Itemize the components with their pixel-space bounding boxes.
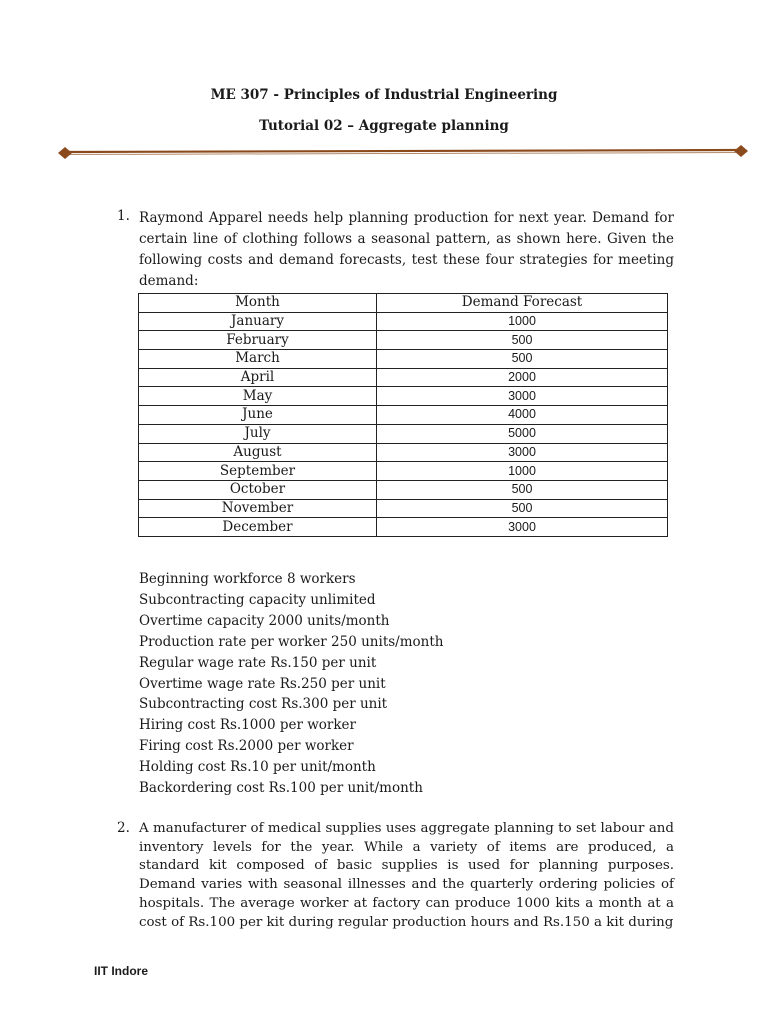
month-cell: July — [139, 424, 377, 443]
list-item: Hiring cost Rs.1000 per worker — [139, 717, 356, 734]
month-cell: April — [139, 368, 377, 387]
demand-cell: 3000 — [377, 518, 668, 537]
demand-cell: 5000 — [377, 424, 668, 443]
demand-cell: 500 — [377, 499, 668, 518]
column-header-demand: Demand Forecast — [377, 294, 668, 313]
list-item: Holding cost Rs.10 per unit/month — [139, 759, 376, 776]
demand-cell: 500 — [377, 480, 668, 499]
table-row — [139, 480, 668, 499]
table-row — [139, 462, 668, 481]
list-item: Beginning workforce 8 workers — [139, 571, 356, 587]
demand-cell: 3000 — [377, 443, 668, 462]
list-item: Production rate per worker 250 units/month — [139, 633, 444, 650]
list-item: Overtime capacity 2000 units/month — [139, 612, 390, 629]
table-row — [139, 424, 668, 443]
table-row — [139, 387, 668, 406]
question-1-text: Raymond Apparel needs help planning production for next year. Demand for certain line of clothing follows a seasonal pattern, as shown here. Given the following costs and demand forecasts, test these four strategies for meeting demand: — [139, 210, 674, 289]
demand-cell: 500 — [377, 350, 668, 369]
column-header-month: Month — [139, 294, 377, 313]
list-item: Firing cost Rs.2000 per worker — [139, 738, 354, 755]
table-row — [139, 331, 668, 350]
month-cell: February — [139, 331, 377, 350]
month-cell: August — [139, 443, 377, 462]
demand-cell: 3000 — [377, 387, 668, 406]
month-cell: January — [139, 312, 377, 331]
question-2-number: 2. — [117, 820, 130, 836]
table-row — [139, 518, 668, 537]
cost-parameters-list — [139, 569, 443, 799]
question-2-text: A manufacturer of medical supplies uses aggregate planning to set labour and inventory levels for the year. While a variety of items are produced, a standard kit composed of basic supplies is used for planning purposes. Demand varies with seasonal illnesses and the quarterly ordering policies of hospitals. The average worker at factory can produce 1000 kits a month at a cost of Rs.100 per kit during regular production hours and Rs.150 a kit during — [139, 821, 674, 930]
table-header-row — [139, 294, 668, 313]
table-row — [139, 350, 668, 369]
divider-right-diamond-icon — [734, 145, 748, 157]
demand-cell: 1000 — [377, 462, 668, 481]
list-item: Subcontracting cost Rs.300 per unit — [139, 696, 388, 713]
month-cell: October — [139, 480, 377, 499]
month-cell: September — [139, 462, 377, 481]
question-1-number: 1. — [117, 208, 130, 224]
table-row — [139, 499, 668, 518]
footer-institution: IIT Indore — [94, 964, 148, 978]
table-row — [139, 312, 668, 331]
demand-cell: 1000 — [377, 312, 668, 331]
table-body — [139, 312, 668, 536]
demand-cell: 4000 — [377, 406, 668, 425]
month-cell: May — [139, 387, 377, 406]
demand-forecast-table — [138, 293, 668, 537]
month-cell: December — [139, 518, 377, 537]
month-cell: March — [139, 350, 377, 369]
table-row — [139, 443, 668, 462]
demand-cell: 500 — [377, 331, 668, 350]
title-divider — [58, 142, 748, 162]
tutorial-title: Tutorial 02 – Aggregate planning — [259, 118, 509, 134]
month-cell: June — [139, 406, 377, 425]
list-item: Regular wage rate Rs.150 per unit — [139, 654, 377, 671]
list-item: Backordering cost Rs.100 per unit/month — [139, 780, 423, 797]
month-cell: November — [139, 499, 377, 518]
list-item: Overtime wage rate Rs.250 per unit — [139, 675, 386, 692]
demand-cell: 2000 — [377, 368, 668, 387]
table-row — [139, 368, 668, 387]
course-title: ME 307 - Principles of Industrial Engineering — [210, 87, 558, 103]
table-row — [139, 406, 668, 425]
divider-left-diamond-icon — [58, 147, 72, 159]
list-item: Subcontracting capacity unlimited — [139, 591, 376, 608]
